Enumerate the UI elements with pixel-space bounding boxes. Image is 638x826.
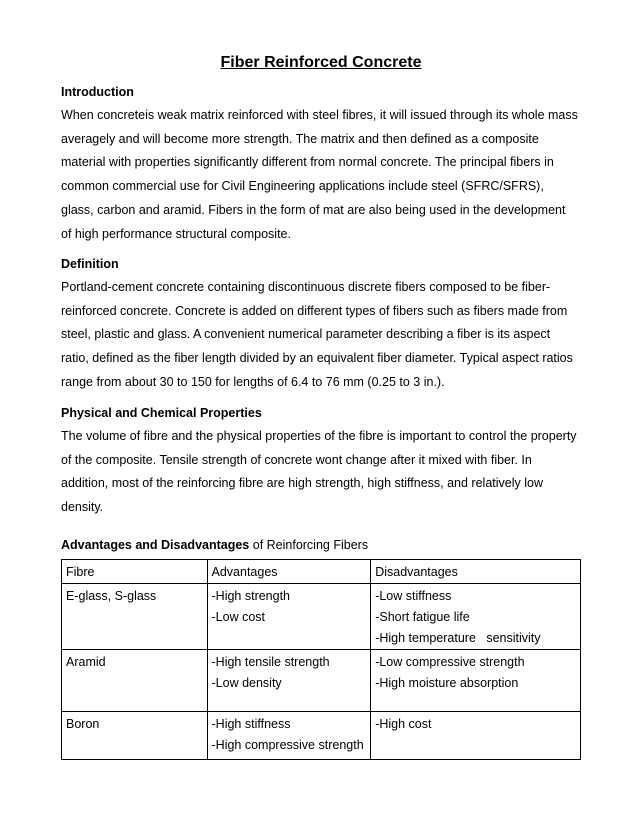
cell-line: -High strength [211, 589, 291, 603]
section-paragraph [61, 276, 583, 395]
cell-line: -High stiffness [211, 717, 291, 731]
fibers-table [61, 559, 581, 760]
cell-line: -Low density [211, 676, 282, 690]
paragraph-line: of high performance structural composite. [61, 226, 291, 241]
section-heading: Introduction [61, 85, 134, 99]
section-heading: Definition [61, 257, 119, 271]
table-row [62, 712, 581, 760]
cell-advantages [207, 650, 371, 712]
cell-line: -High compressive strength [211, 738, 364, 752]
section-introduction [61, 82, 583, 246]
cell-line: -High tensile strength [211, 655, 330, 669]
table-row [62, 584, 581, 650]
cell-line: -Low stiffness [375, 589, 452, 603]
section-paragraph [61, 104, 583, 246]
cell-fibre [62, 584, 208, 650]
section-heading: Physical and Chemical Properties [61, 406, 262, 420]
section-definition [61, 254, 583, 395]
paragraph-line: common commercial use for Civil Engineering applications include steel (SFRC/SFRS), [61, 179, 544, 194]
header-cell-fibre: Fibre [62, 560, 208, 584]
cell-disadvantages [371, 650, 581, 712]
paragraph-line: range from about 30 to 150 for lengths of 6.4 to 76 mm (0.25 to 3 in.). [61, 374, 445, 389]
paragraph-line: ratio, defined as the fiber length divided by an equivalent fiber diameter. Typical aspect ratios [61, 351, 573, 366]
paragraph-line: glass, carbon and aramid. Fibers in the form of mat are also being used in the development [61, 202, 566, 217]
document-title: Fiber Reinforced Concrete [220, 54, 422, 71]
paragraph-line: material with properties significantly different from normal concrete. The principal fibers in [61, 155, 554, 170]
cell-line: Aramid [66, 655, 106, 669]
cell-line: -High moisture absorption [375, 676, 519, 690]
section-paragraph [61, 425, 583, 520]
cell-line: E-glass, S-glass [66, 589, 157, 603]
cell-line: -Low cost [211, 610, 265, 624]
paragraph-line: Portland-cement concrete containing discontinuous discrete fibers composed to be fiber- [61, 280, 551, 294]
paragraph-line: of the composite. Tensile strength of concrete wont change after it mixed with fiber. In [61, 452, 532, 467]
table-caption-rest: of Reinforcing Fibers [249, 538, 369, 552]
table-header-row [62, 560, 581, 584]
cell-line: Boron [66, 717, 100, 731]
cell-line: -High cost [375, 717, 432, 731]
header-cell-disadvantages: Disadvantages [371, 560, 581, 584]
cell-fibre [62, 650, 208, 712]
cell-line: -High temperature sensitivity [375, 631, 541, 645]
cell-disadvantages [371, 712, 581, 760]
cell-advantages [207, 584, 371, 650]
table-row [62, 650, 581, 712]
cell-advantages [207, 712, 371, 760]
cell-line: -Low compressive strength [375, 655, 525, 669]
paragraph-line: addition, most of the reinforcing fibre are high strength, high stiffness, and relatively low [61, 476, 543, 491]
paragraph-line: density. [61, 500, 104, 515]
paragraph-line: When concreteis weak matrix reinforced with steel fibres, it will issued through its whole mass [61, 108, 578, 122]
paragraph-line: The volume of fibre and the physical properties of the fibre is important to control the property [61, 429, 577, 443]
paragraph-line: reinforced concrete. Concrete is added on different types of fibers such as fibers made from [61, 303, 568, 318]
table-caption-bold: Advantages and Disadvantages [61, 538, 250, 552]
header-cell-advantages: Advantages [207, 560, 371, 584]
section-physical-chemical-properties [61, 403, 583, 520]
cell-disadvantages [371, 584, 581, 650]
cell-line: -Short fatigue life [375, 610, 470, 624]
paragraph-line: steel, plastic and glass. A convenient numerical parameter describing a fiber is its aspect [61, 327, 551, 342]
cell-fibre [62, 712, 208, 760]
paragraph-line: averagely and will become more strength. The matrix and then defined as a composite [61, 131, 539, 146]
table-caption [61, 535, 583, 555]
